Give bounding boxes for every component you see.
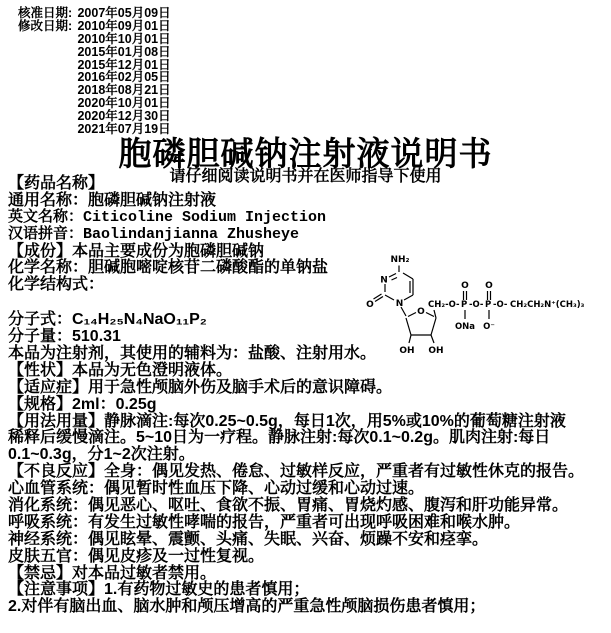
- nervous-system-line: 神经系统：偶见眩晕、震颤、头痛、失眠、兴奋、烦躁不安和痉挛。: [8, 530, 489, 548]
- approval-date-row: [18, 7, 171, 20]
- precautions-line: 【注意事项】1.有药物过敏史的患者慎用；: [8, 581, 310, 599]
- digestive-line: 消化系统：偶见恶心、呕吐、食欲不振、胃痛、胃烧灼感、腹泻和肝功能异常。: [8, 497, 569, 515]
- hydroxyl-label: OH: [399, 346, 415, 356]
- oxide-anion-label: O⁻: [483, 322, 495, 332]
- dosage-line: 【用法用量】静脉滴注:每次0.25~0.5g，每日1次，用5%或10%的葡萄糖注射液: [8, 412, 566, 430]
- revision-date-value: 2018年08月21日: [77, 83, 171, 98]
- generic-name-line: 通用名称：胞磷胆碱钠注射液: [8, 191, 217, 209]
- sodium-oxide-label: ONa: [454, 322, 476, 332]
- approval-date-value: 2007年05月09日: [77, 6, 171, 20]
- phosphorus-label: P: [461, 300, 468, 310]
- revision-date-value: 2010年10月01日: [77, 31, 171, 46]
- revision-date-label: 修改日期:: [18, 18, 73, 33]
- revision-date-value: 2010年09月01日: [77, 18, 171, 33]
- chemical-name-line: 化学名称：胆碱胞嘧啶核苷二磷酸酯的单钠盐: [8, 259, 329, 277]
- revision-date-value: 2016年02月05日: [77, 70, 171, 85]
- phosphorus-label: P: [485, 300, 492, 310]
- carbonyl-oxygen-label: O: [366, 300, 374, 310]
- revision-date-value: 2021年07月19日: [77, 122, 171, 137]
- page-subtitle: 请仔细阅读说明书并在医师指导下使用: [169, 168, 442, 185]
- adverse-reactions-line: 【不良反应】全身：偶见发热、倦怠、过敏样反应，严重者有过敏性休克的报告。: [8, 463, 585, 481]
- ingredients-line: 【成份】本品主要成份为胞磷胆碱钠: [8, 242, 265, 260]
- dosage-line: 0.1~0.3g，分1~2次注射。: [8, 446, 195, 464]
- revision-date-value: 2015年12月01日: [77, 57, 171, 72]
- amine-group-label: NH₂: [390, 255, 410, 265]
- precautions-line: 2.对伴有脑出血、脑水肿和颅压增高的严重急性颅脑损伤患者慎用；: [8, 598, 486, 616]
- phosphate-oxo-label: O: [485, 281, 493, 291]
- section-drug-name-heading: 【药品名称】: [8, 175, 105, 192]
- hydroxyl-label: OH: [428, 346, 444, 356]
- approval-date-label: 核准日期:: [18, 6, 73, 20]
- description-line: 【性状】本品为无色澄明液体。: [8, 361, 233, 379]
- chemical-structure-diagram: [358, 250, 610, 368]
- choline-chain-label: CH₂CH₂N⁺(CH₃)₃: [510, 300, 585, 310]
- skin-line: 皮肤五官：偶见皮疹及一过性复视。: [8, 547, 265, 565]
- dosage-line: 稀释后缓慢滴注。5~10日为一疗程。静脉注射:每次0.1~0.2g。肌肉注射:每日: [8, 429, 551, 447]
- indications-line: 【适应症】用于急性颅脑外伤及脑手术后的意识障碍。: [8, 378, 393, 396]
- chain-segment-label: -O-: [493, 300, 508, 310]
- molecular-weight-line: 分子量：510.31: [8, 328, 121, 346]
- revision-date-row: [18, 33, 171, 46]
- chain-segment-label: CH₂-O-: [428, 300, 460, 310]
- contraindications-line: 【禁忌】对本品过敏者禁用。: [8, 564, 217, 582]
- pinyin-name-line: 汉语拼音：Baolindanjianna Zhusheye: [8, 225, 300, 243]
- ring-nitrogen-label: N: [380, 275, 388, 286]
- page-title: 胞磷胆碱钠注射液说明书: [118, 135, 493, 172]
- ring-nitrogen-label: N: [395, 299, 404, 309]
- revision-date-row: [18, 46, 171, 59]
- revision-date-row: [18, 20, 171, 33]
- revision-date-value: 2020年12月30日: [77, 109, 171, 124]
- approval-dates-block: [18, 7, 171, 136]
- chain-segment-label: -O-: [469, 300, 484, 310]
- molecular-formula-line: 分子式：C₁₄H₂₅N₄NaO₁₁P₂: [8, 311, 207, 329]
- revision-date-value: 2015年01月08日: [77, 44, 171, 59]
- english-name-line: 英文名称：Citicoline Sodium Injection: [8, 208, 327, 226]
- excipients-line: 本品为注射剂，其使用的辅料为：盐酸、注射用水。: [8, 345, 377, 363]
- strength-line: 【规格】2ml：0.25g: [8, 395, 157, 413]
- respiratory-line: 呼吸系统：有发生过敏性哮喘的报告，严重者可出现呼吸困难和喉水肿。: [8, 513, 521, 531]
- cardiovascular-line: 心血管系统：偶见暂时性血压下降、心动过缓和心动过速。: [8, 480, 425, 498]
- phosphate-oxo-label: O: [461, 281, 469, 291]
- sugar-oxygen-label: O: [417, 307, 425, 317]
- structure-heading-line: 化学结构式：: [8, 276, 105, 294]
- leaflet-body: [8, 176, 608, 616]
- revision-date-value: 2020年10月01日: [77, 96, 171, 111]
